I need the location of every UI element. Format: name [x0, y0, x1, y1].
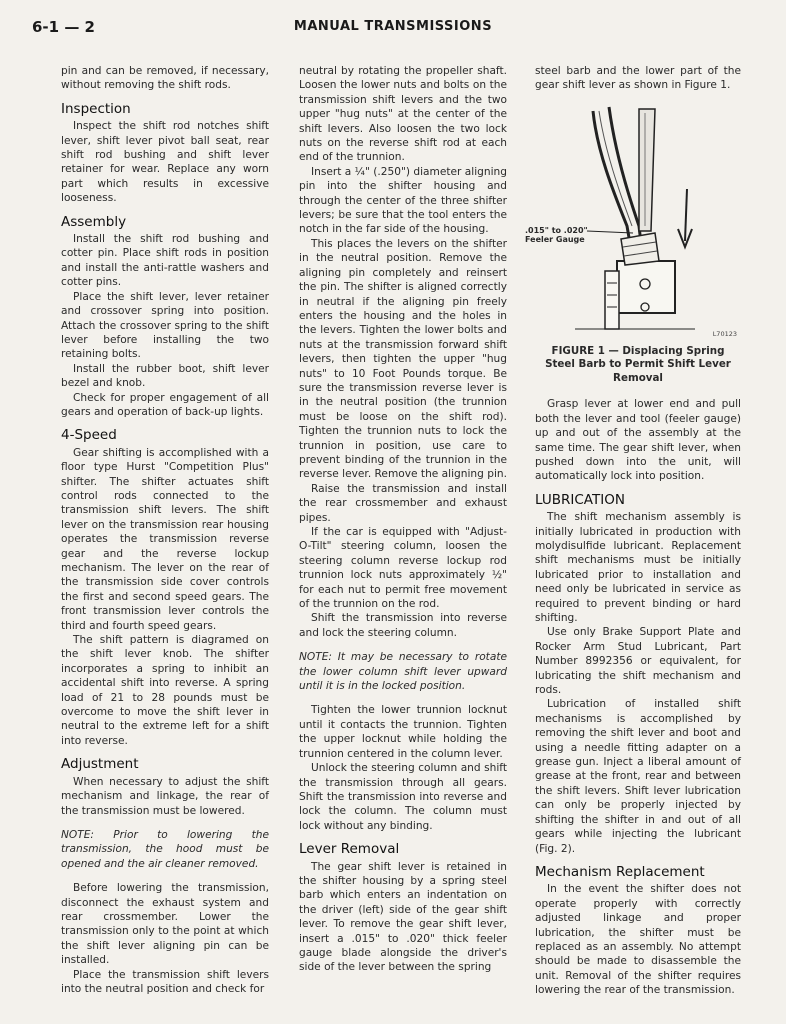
heading-4-speed: 4-Speed [61, 427, 117, 444]
paragraph: Gear shifting is accomplished with a floor type Hurst "Competition Plus" shifter. The shifter actuates shift control rods connected to the transmission shift levers. The shift lever on the transmission rear housing operates the transmission reverse gear and the reverse lockup mechanism. The lever on the rear of the transmission side cover controls the first and second speed gears. The front transmission lever controls the third and fourth speed gears. [61, 446, 269, 632]
paragraph: Place the transmission shift levers into the neutral position and check for [61, 968, 269, 995]
note: NOTE: It may be necessary to rotate the lower column shift lever upward until it is in the locked position. [299, 651, 507, 693]
paragraph: neutral by rotating the propeller shaft. Loosen the lower nuts and bolts on the transmission shift levers and the two upper "hug nuts" at the center of the shift levers. Also loosen the two lock nuts on the reverse shift rod at each end of the trunnion. [299, 65, 507, 164]
paragraph: The shift pattern is diagramed on the shift lever knob. The shifter incorporates a spring to inhibit an accidental shift into reverse. A spring load of 21 to 28 pounds must be overcome to move the shift lever in neutral to the extreme left for a shift into reverse. [61, 634, 269, 747]
feeler-gauge-label: .015" to .020" Feeler Gauge [525, 225, 588, 244]
paragraph: The gear shift lever is retained in the shifter housing by a spring steel barb which enters an indentation on the driver (left) side of the gear shift lever. To remove the gear shift lever, insert a .015" to .020" thick feeler gauge blade alongside the driver's side of the lever between the spring [299, 860, 507, 974]
page-title: MANUAL TRANSMISSIONS [293, 19, 493, 34]
shift-lever-illustration [535, 101, 741, 341]
paragraph: Grasp lever at lower end and pull both the lever and tool (feeler gauge) up and out of the assembly at the same time. The gear shift lever, when pushed down into the unit, will automatically lock into position. [535, 398, 741, 483]
paragraph: Install the shift rod bushing and cotter pin. Place shift rods in position and install the anti-rattle washers and cotter pins. [61, 233, 269, 289]
figure-caption: FIGURE 1 — Displacing Spring Steel Barb to Permit Shift Lever Removal [545, 344, 731, 384]
paragraph: Before lowering the transmission, disconnect the exhaust system and rear crossmember. Lower the transmission only to the point at which the shift lever aligning pin can be installed. [61, 882, 269, 967]
paragraph: Raise the transmission and install the rear crossmember and exhaust pipes. [299, 482, 507, 524]
heading-mechanism-replacement: Mechanism Replacement [535, 863, 705, 880]
paragraph: When necessary to adjust the shift mechanism and linkage, the rear of the transmission must be lowered. [61, 775, 269, 817]
heading-lubrication: LUBRICATION [535, 491, 625, 508]
column-3 [525, 64, 741, 998]
paragraph: Unlock the steering column and shift the transmission through all gears. Shift the transmission into reverse and lock the column. The column must lock without any binding. [299, 762, 507, 832]
column-1 [61, 64, 269, 996]
heading-assembly: Assembly [61, 213, 127, 230]
page-header [0, 14, 786, 44]
paragraph: If the car is equipped with "Adjust-O-Tilt" steering column, loosen the steering column reverse lockup rod trunnion lock nuts approximately ½" for each nut to permit free movement of the trunnion on the rod. [299, 526, 507, 611]
paragraph: Place the shift lever, lever retainer and crossover spring into position. Attach the crossover spring to the shift lever before installing the two retaining bolts. [61, 290, 269, 361]
paragraph: The shift mechanism assembly is initially lubricated in production with molydisulfide lubricant. Replacement shift mechanisms must be initially lubricated prior to installation and need only be lubricated in service as required to prevent binding or hard shifting. [535, 511, 741, 624]
paragraph: Insert a ¼" (.250") diameter aligning pin into the shifter housing and through the center of the three shifter levers; be sure that the tool enters the notch in the far side of the housing. [299, 165, 507, 236]
paragraph: Tighten the lower trunnion locknut until it contacts the trunnion. Tighten the upper locknut while holding the trunnion centered in the column lever. [299, 704, 507, 760]
heading-inspection: Inspection [61, 100, 131, 117]
page-number: 6-1 — 2 [32, 18, 95, 36]
column-2 [299, 64, 507, 975]
paragraph: Install the rubber boot, shift lever bezel and knob. [61, 362, 269, 390]
paragraph: Inspect the shift rod notches shift lever, shift lever pivot ball seat, rear shift rod bushing and shift lever retainer for wear. Replace any worn part which results in excessive looseness. [61, 120, 269, 205]
heading-lever-removal: Lever Removal [299, 841, 400, 858]
paragraph: steel barb and the lower part of the gear shift lever as shown in Figure 1. [535, 65, 741, 92]
note: NOTE: Prior to lowering the transmission, the hood must be opened and the air cleaner removed. [61, 828, 269, 870]
figure-1 [525, 101, 741, 341]
figure-code: L70123 [712, 329, 737, 338]
paragraph: pin and can be removed, if necessary, without removing the shift rods. [61, 65, 269, 92]
paragraph: In the event the shifter does not operate properly with correctly adjusted linkage and proper lubrication, the shifter must be replaced as an assembly. No attempt should be made to disassemble the unit. Removal of the shifter requires lowering the rear of the transmission. [535, 883, 741, 997]
paragraph: Check for proper engagement of all gears and operation of back-up lights. [61, 391, 269, 418]
paragraph: Lubrication of installed shift mechanisms is accomplished by removing the shift lever and boot and using a needle fitting adapter on a grease gun. Inject a liberal amount of grease at the front, rear and between the shift levers. Shift lever lubrication can only be properly injected by shifting the shifter in and out of all gears while injecting the lubricant (Fig. 2). [535, 698, 741, 855]
heading-adjustment: Adjustment [61, 756, 139, 773]
paragraph: Use only Brake Support Plate and Rocker Arm Stud Lubricant, Part Number 8992356 or equivalent, for lubricating the shift mechanism and rods. [535, 626, 741, 697]
paragraph: Shift the transmission into reverse and lock the steering column. [299, 612, 507, 639]
paragraph: This places the levers on the shifter in the neutral position. Remove the aligning pin completely and reinsert the pin. The shifter is aligned correctly in neutral if the aligning pin freely enters the housing and the holes in the levers. Tighten the lower bolts and nuts at the transmission forward shift levers, then tighten the upper "hug nuts" to 10 Foot Pounds torque. Be sure the transmission reverse lever is in the neutral position (the trunnion must be loose on the shift rod). Tighten the trunnion nuts to lock the trunnion in position, use care to prevent binding of the trunnion in the reverse lever. Remove the aligning pin. [299, 237, 507, 481]
